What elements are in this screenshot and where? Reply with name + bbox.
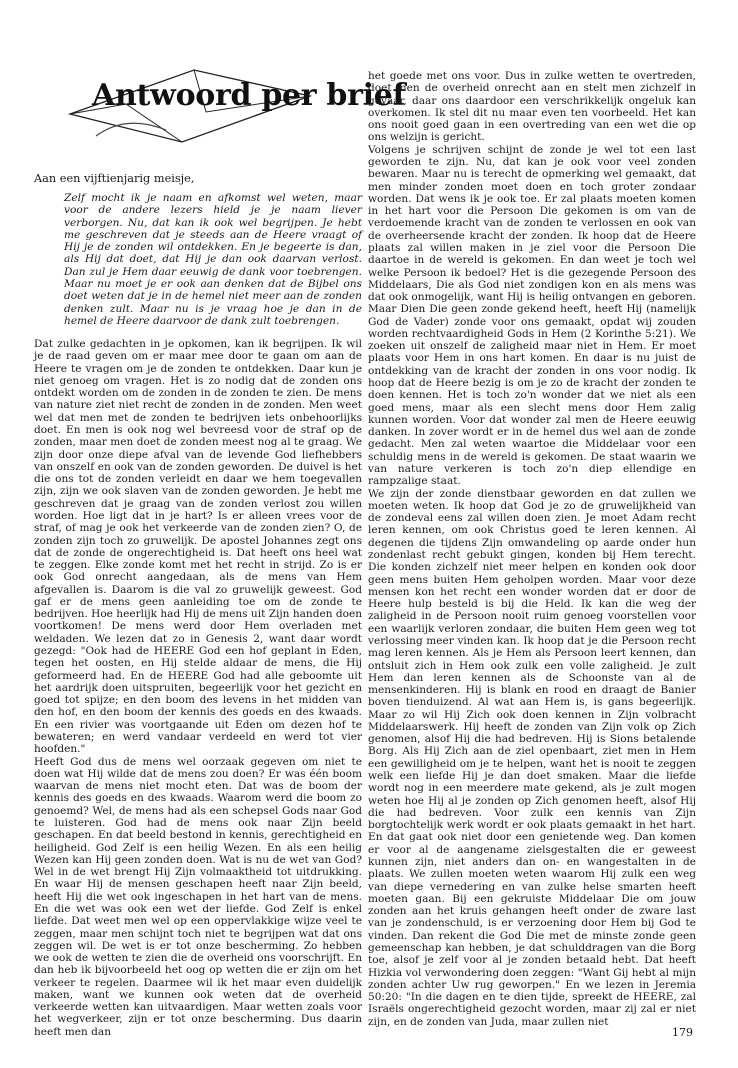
salutation: Aan een vijftienjarig meisje, (34, 172, 195, 185)
paragraph: Heeft God dus de mens wel oorzaak gegeven om niet te doen wat Hij wilde dat de mens zou doen? Er was één boom waarvan de mens niet mocht eten. Dat was de boom der kennis des goeds en des kwaads. Waarom werd die boom zo genoemd? Wel, de mens had als een schepsel Gods naar God te luisteren. God had de mens ook naar Zijn beeld geschapen. En dat beeld bestond in kennis, gerechtigheid en heiligheid. God Zelf is een heilig Wezen. En als een heilig Wezen kan Hij geen zonden doen. Wat is nu de wet van God? Wel in de wet brengt Hij Zijn volmaaktheid tot uitdrukking. En waar Hij de mensen geschapen heeft naar Zijn beeld, heeft Hij die wet ook ingeschapen in het hart van de mens. En die wet was ook een wet der liefde. God Zelf is enkel liefde. Dat weet men wel op een oppervlakkige wijze veel te zeggen, maar men schijnt toch niet te begrijpen wat dat ons zeggen wil. De wet is er tot onze bescherming. Zo hebben we ook de wetten te zien die de overheid ons voorschrijft. En dan heb ik bijvoorbeeld het oog op wetten die er zijn om het verkeer te regelen. Daarmee wil ik het maar even duidelijk maken, want we kunnen ook weten dat de overheid verkeerde wetten kan uitvaardigen. Maar wetten zoals voor het wegverkeer, zijn er tot onze bescherming. Dus daarin heeft men dan (34, 755, 362, 1038)
left-column (34, 338, 362, 1038)
column-title: Antwoord per brief (92, 78, 406, 113)
paragraph: Volgens je schrijven schijnt de zonde je wel tot een last geworden te zijn. Nu, dat kan je ook voor veel zonden bewaren. Maar nu is terecht de opmerking wel gemaakt, dat men minder zonden moet doen en toch groter zondaar worden. Dat wens ik je ook toe. Er zal plaats moeten komen in het hart voor die Persoon Die gekomen is om van de verdoemende kracht van de zonden te verlossen en ook van de overheersende kracht der zonden. Ik hoop dat de Heere plaats zal willen maken in je ziel voor die Persoon Die daartoe in de wereld is gekomen. En dan weet je toch wel welke Persoon ik bedoel? Het is die gezegende Persoon des Middelaars, Die als God niet zondigen kon en als mens was dat ook onmogelijk, want Hij is heilig ontvangen en geboren. Maar Dien Die geen zonde gekend heeft, heeft Hij (namelijk God de Vader) zonde voor ons gemaakt, opdat wij zouden worden rechtvaardigheid Gods in Hem (2 Korinthe 5:21). We zoeken uit onszelf de zaligheid maar niet in Hem. Er moet plaats voor Hem in ons hart komen. En daar is nu juist de ontdekking van de kracht der zonden in ons voor nodig. Ik hoop dat de Heere bezig is om je zo de kracht der zonden te doen kennen. Het is toch zo'n wonder dat we niet als een goed mens, maar als een slecht mens door Hem zalig kunnen worden. Voor dat wonder zal men de Heere eeuwig danken. In zover wordt er in de hemel dus wel aan de zonde gedacht. Men zal weten waartoe die Middelaar voor een schuldig mens in de wereld is gekomen. De staat waarin we van nature verkeren is toch zo'n diep ellendige en rampzalige staat. (368, 143, 696, 488)
paragraph: het goede met ons voor. Dus in zulke wetten te overtreden, doet men de overheid onrecht aan en stelt men zichzelf in gevaar, daar ons daardoor een verschrikkelijk ongeluk kan overkomen. Ik stel dit nu maar even ten voorbeeld. Het kan ons nooit goed gaan in een overtreding van een wet die op ons welzijn is gericht. (368, 70, 696, 144)
paragraph: Dat zulke gedachten in je opkomen, kan ik begrijpen. Ik wil je de raad geven om er maar mee door te gaan om aan de Heere te vragen om je de zonden te ontdekken. Daar kun je niet genoeg om vragen. Het is zo nodig dat de zonden ons ontdekt worden om de zonden in de zonden te zien. De mens van nature ziet niet recht de zonden in de zonden. Men weet wel dat men met de zonden te bedrijven iets onbehoorlijks doet. En men is ook nog wel bevreesd voor de straf op de zonden, maar men doet de zonden meest nog al te graag. We zijn door onze diepe afval van de levende God liefhebbers van onszelf en ook van de zonden geworden. De duivel is het die ons tot de zonden verleidt en daar we hem toegevallen zijn, zijn we ook slaven van de zonden geworden. Je hebt me geschreven dat je graag van de zonden verlost zou willen worden. Hoe ligt dat in je hart? Is er alleen vrees voor de straf, of mag je ook het verkeerde van de zonden zien? O, de zonden zijn toch zo gruwelijk. De apostel Johannes zegt ons dat de zonde de ongerechtigheid is. Dat heeft ons heel wat te zeggen. Elke zonde komt met het recht in strijd. Zo is er ook God onrecht aangedaan, als de mens van Hem afgevallen is. Daarom is die val zo gruwelijk geweest. God gaf er de mens geen aanleiding toe om de zonde te bedrijven. Hoe heerlijk had Hij de mens uit Zijn handen doen voortkomen! De mens werd door Hem overladen met weldaden. We lezen dat zo in Genesis 2, want daar wordt gezegd: "Ook had de HEERE God een hof geplant in Eden, tegen het oosten, en Hij stelde aldaar de mens, die Hij geformeerd had. En de HEERE God had alle geboomte uit het aardrijk doen uitspruiten, begeerlijk voor het gezicht en goed tot spijze; en den boom des levens in het midden van den hof, en den boom der kennis des goeds en des kwaads. En een rivier was voortgaande uit Eden om dezen hof te bewateren; en werd vandaar verdeeld en werd tot vier hoofden." (34, 338, 362, 756)
paragraph: We zijn der zonde dienstbaar geworden en dat zullen we moeten weten. Ik hoop dat God je zo de gruwelijkheid van de zondeval eens zal willen doen zien. Je moet Adam recht leren kennen, om ook Christus goed te leren kennen. Al degenen die tijdens Zijn omwandeling op aarde onder hun zondenlast recht gebukt gingen, konden bij Hem terecht. Die konden zichzelf niet meer helpen en konden ook door geen mens buiten Hem geholpen worden. Maar voor deze mensen kon het recht een wonder worden dat er door de Heere hulp besteld is bij die Held. Ik kan die weg der zaligheid in de Persoon nooit ruim genoeg voorstellen voor een waarlijk verloren zondaar, die buiten Hem geen weg tot verlossing meer vinden kan. Ik hoop dat je die Persoon recht mag leren kennen. Als je Hem als Persoon leert kennen, dan ontsluit zich in Hem ook zulk een volle zaligheid. Je zult Hem dan leren kennen als de Schoonste van al de mensenkinderen. Hij is blank en rood en draagt de Banier boven tienduizend. Al wat aan Hem is, is gans begeerlijk. Maar zo wil Hij Zich ook doen kennen in Zijn volbracht Middelaarswerk. Hij heeft de zonden van Zijn volk op Zich genomen, alsof Hij die had bedreven. Hij is Sions betalende Borg. Als Hij Zich aan de ziel openbaart, ziet men in Hem een gewilligheid om je te helpen, want het is nooit te zeggen welk een liefde Hij je dan doet smaken. Maar die liefde wordt nog in een meerdere mate gekend, als je zult mogen weten hoe Hij al je zonden op Zich genomen heeft, alsof Hij die had bedreven. Voor zulk een kennis van Zijn borgtochtelijk werk wordt er ook plaats gemaakt in het hart. En dat gaat ook niet door een genietende weg. Dan komen er voor al de aangename zielsgestalten die er geweest kunnen zijn, niet anders dan on- en wangestalten in de plaats. We zullen moeten weten waarom Hij zulk een weg van diepe vernedering en van zulke helse smarten heeft moeten gaan. Bij een gekruiste Middelaar Die om jouw zonden aan het kruis gehangen heeft onder de zware last van je zondenschuld, is er verzoening door Hem bij God te vinden. Dan rekent die God Die met de minste zonde geen gemeenschap kan hebben, je dat schulddragen van die Borg toe, alsof je zelf voor al je zonden betaald hebt. Dat heeft Hizkia vol verwondering doen zeggen: "Want Gij hebt al mijn zonden achter Uw rug geworpen." En we lezen in Jeremia 50:20: "In die dagen en te dien tijde, spreekt de HEERE, zal Israëls ongerechtigheid gezocht worden, maar zij zal er niet zijn, en de zonden van Juda, maar zullen niet (368, 487, 696, 1028)
right-column (368, 70, 696, 1028)
page-number: 179 (672, 1026, 693, 1039)
reader-question: Zelf mocht ik je naam en afkomst wel weten, maar voor de andere lezers hield je je naam liever verborgen. Nu, dat kan ik ook wel begrijpen. Je hebt me geschreven dat je steeds aan de Heere vraagt of Hij je de zonden wil ontdekken. En je begeerte is dan, als Hij dat doet, dat Hij je dan ook daarvan verlost. Dan zul je Hem daar eeuwig de dank voor toebrengen. Maar nu moet je er ook aan denken dat de Bijbel ons doet weten dat je in de hemel niet meer aan de zonden denken zult. Maar nu is je vraag hoe je dan in de hemel de Heere daarvoor de dank zult toebrengen. (64, 192, 362, 327)
